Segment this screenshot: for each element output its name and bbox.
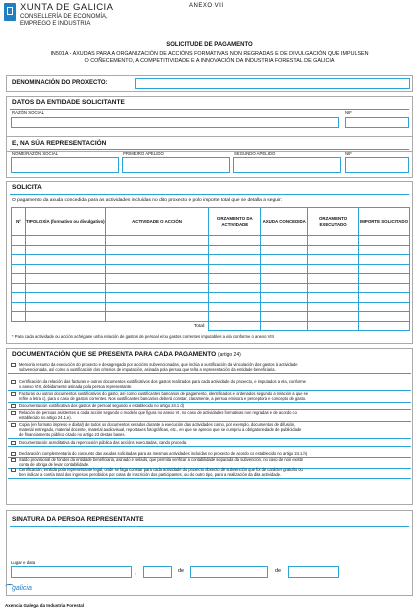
activities-table <box>11 207 410 331</box>
table-row[interactable] <box>12 274 410 284</box>
month-field[interactable] <box>190 566 268 578</box>
total-granted-cell[interactable] <box>261 321 308 331</box>
table-row[interactable] <box>12 264 410 274</box>
document-item <box>19 467 411 477</box>
rep-nif-field[interactable] <box>345 157 409 173</box>
document-checkbox[interactable] <box>11 411 16 416</box>
representative-title: E, NA SÚA REPRESENTACIÓN <box>12 140 107 147</box>
document-item-line: Documentación acreditativa da repercusión pública das accións executadas, cando proceda. <box>19 440 188 445</box>
department-line: CONSELLERÍA DE ECONOMÍA, <box>20 14 108 20</box>
year-field[interactable] <box>288 566 339 578</box>
document-item-line: Certificación, emitida pola representante legal, onde se faga constar para cada actividade do proxecto obxecto de subvención que foi de carácter gratuíto ou <box>19 467 303 472</box>
signature-title: SINATURA DA PERSOA REPRESENTANTE <box>12 516 144 523</box>
total-executed-cell[interactable] <box>308 321 359 331</box>
divider <box>8 373 411 374</box>
of-label: de <box>275 568 282 574</box>
col-requested-header: IMPORTE SOLICITADO <box>359 208 410 236</box>
table-header-row <box>12 208 410 236</box>
document-item-line: Certificación da relación das facturas e outros documentos xustificativos dos gastos realizados para cada actividade do proxecto, e imputados a ela, conforme <box>19 379 306 384</box>
divider <box>8 478 411 479</box>
procedure-title <box>20 51 399 65</box>
divider <box>10 526 409 527</box>
request-footnote: * Para cada actividade ou acción achégase unha relación de gastos de persoal e/ou gastos correntes imputables a ela conforme o anexo VIII <box>12 334 274 339</box>
table-row[interactable] <box>12 293 410 303</box>
document-item-line: Documentación xustificativa dos gastos de persoal segundo o establecido no artigo 24.1 d) <box>19 403 184 408</box>
project-section <box>6 75 413 92</box>
request-title: SOLICITA <box>12 184 42 191</box>
divider <box>8 446 411 447</box>
department-line: EMPREGO E INDUSTRIA <box>20 20 91 27</box>
total-label: Total: <box>193 323 206 329</box>
document-item <box>19 440 411 445</box>
document-item <box>19 391 411 401</box>
document-checkbox[interactable] <box>11 363 16 368</box>
col-activity-header: ACTIVIDADE O ACCIÓN <box>105 208 209 236</box>
rep-name-field[interactable] <box>11 157 119 173</box>
procedure-line: O COÑECEMENTO, A COMPETITIVIDADE E A INNOVACIÓN DA INDUSTRIA FORESTAL DE GALICIA <box>84 58 335 64</box>
representative-section <box>6 136 413 178</box>
day-field[interactable] <box>143 566 172 578</box>
document-item-line: Relación de persoas asistentes a cada acción segundo o modelo que figura no anexo VI, no caso de actividades formativas non regradas e de acordo co <box>19 410 297 415</box>
divider <box>8 438 411 439</box>
project-name-field[interactable] <box>135 78 410 89</box>
signature-section <box>6 510 413 596</box>
request-intro: O pagamento da axuda concedida para as actividades incluídas no dito proxecto e polo importe total que se detalla a seguir: <box>12 198 282 203</box>
agency-name: Axencia Galega da Industria Forestal <box>5 603 85 608</box>
table-row[interactable] <box>12 255 410 265</box>
document-item-line: conta de obriga de levar contabilidade. <box>19 462 90 467</box>
col-granted-header: AXUDA CONCEDIDA <box>261 208 308 236</box>
company-name-field[interactable] <box>11 117 339 128</box>
document-item <box>19 362 411 372</box>
divider <box>10 149 409 150</box>
company-name-label: RAZÓN SOCIAL <box>12 110 44 115</box>
col-executed-header: ORZAMENTO EXECUTADO <box>308 208 359 236</box>
document-checkbox[interactable] <box>11 441 16 446</box>
table-row[interactable] <box>12 283 410 293</box>
of-label: de <box>178 568 185 574</box>
col-budget-header: ORZAMENTO DA ACTIVIDADE <box>209 208 261 236</box>
department-name <box>20 14 108 27</box>
document-item-line: ben indicar a contía total dos ingresos percibidos por cotas de inscrición dos participantes, ou do outro tipo, para a realización da dita actividade. <box>19 472 282 477</box>
place-date-label: Lugar e data <box>11 560 36 565</box>
table-row[interactable] <box>12 312 410 322</box>
documentation-title-text: DOCUMENTACIÓN QUE SE PRESENTA PARA CADA PAGAMENTO <box>12 351 217 358</box>
document-item-line: refire a letra c), para o caso de gastos correntes. Nos xustificantes bancarios deberá constar, claramente, a persoa emisora e perceptora e concepto de gasto. <box>19 396 307 401</box>
rep-surname1-label: PRIMEIRO APELIDO <box>123 151 164 156</box>
document-item <box>19 379 411 389</box>
table-total-row <box>12 321 410 331</box>
form-title: SOLICITUDE DE PAGAMENTO <box>166 42 253 48</box>
document-checkbox[interactable] <box>11 392 16 397</box>
document-item-line: Declaración complementaria do conxunto das axudas solicitadas para as mesmas actividades incluídas no proxecto de acordo co establecido no artigo 24.1.h) <box>19 451 308 456</box>
place-field[interactable] <box>11 566 132 578</box>
document-checkbox[interactable] <box>11 380 16 385</box>
document-checkbox[interactable] <box>11 468 16 473</box>
rep-surname2-field[interactable] <box>233 157 341 173</box>
document-item <box>19 457 411 467</box>
document-checkbox[interactable] <box>11 458 16 463</box>
rep-surname1-field[interactable] <box>122 157 230 173</box>
document-item-line: Copia (en formato impreso e dixital) de todos os documentos xerados durante a execución das actividades como, por exemplo, documentos de difusión, <box>19 422 296 427</box>
document-item-line: establecido no artigo 24.1.e). <box>19 415 72 420</box>
document-item <box>19 403 411 408</box>
org-name: XUNTA DE GALICIA <box>20 2 114 13</box>
document-item <box>19 410 411 420</box>
document-item <box>19 422 411 437</box>
col-number-header: Nº <box>12 208 26 236</box>
xunta-logo-icon <box>4 3 16 21</box>
document-item-line: Saldo provisional de fondos da entidade beneficiaria, asinado e selado, que permita verificar a contabilidade separada da subvención, no caso de non existir <box>19 457 304 462</box>
request-section <box>6 181 413 344</box>
document-item <box>19 451 411 456</box>
documentation-title-note: (artigo 24) <box>217 352 241 358</box>
annex-label: ANEXO VII <box>189 3 224 9</box>
documentation-title <box>12 351 241 358</box>
total-requested-cell[interactable] <box>359 321 410 331</box>
document-item-line: Memoria resumo da execución do proxecto e desagregada por accións subvencionadas, que inclúa a xustificación da vinculación dos gastos á actividade <box>19 362 298 367</box>
procedure-line: IN501A - AXUDAS PARA A ORGANIZACIÓN DE ACCIÓNS FORMATIVAS NON REGRADAS E DE DIVULGACIÓN QUE IMPULSEN <box>50 51 369 57</box>
applicant-title: DATOS DA ENTIDADE SOLICITANTE <box>12 99 125 106</box>
document-item-line: material entregado, material docente, material audiovisual, reportaxes fotográficas, etc., en que se aprecie que se cumpriu a obrigatoriedade de publicidade <box>19 427 302 432</box>
document-item-line: subvencionada, así como a xustificación dos criterios de imputación, asinada pola persoa que teña a representación da entidade beneficiaria. <box>19 367 276 372</box>
rep-name-label: NOME/RAZÓN SOCIAL <box>12 151 59 156</box>
table-row[interactable] <box>12 236 410 246</box>
document-item-line: de financiamento público citado no artigo 23 destas bases. <box>19 432 126 437</box>
document-checkbox[interactable] <box>11 404 16 409</box>
galicia-brand-logo <box>5 584 45 598</box>
comma-separator: , <box>135 570 137 575</box>
document-item-line: Facturas ou outros documentos xustificativos do gasto, así como xustificantes bancarios de pagamento, identificados e ordenados segundo a relación a que se <box>19 391 309 396</box>
project-label: DENOMINACIÓN DO PROXECTO: <box>12 80 108 86</box>
divider <box>10 194 409 195</box>
document-checkbox[interactable] <box>11 452 16 457</box>
rep-surname2-label: SEGUNDO APELIDO <box>234 151 276 156</box>
applicant-nif-label: NIF <box>345 110 352 115</box>
document-item-line: o anexo VIII, debidamente asinada pola persoa representante. <box>19 384 133 389</box>
rep-nif-label: NIF <box>345 151 352 156</box>
col-type-header: TIPOLOXÍA (formativo ou divulgativo) <box>25 208 105 236</box>
applicant-nif-field[interactable] <box>345 117 409 128</box>
table-row[interactable] <box>12 245 410 255</box>
document-checkbox[interactable] <box>11 423 16 428</box>
total-budget-cell[interactable] <box>209 321 261 331</box>
table-row[interactable] <box>12 302 410 312</box>
brand-text: galicia <box>12 585 32 592</box>
